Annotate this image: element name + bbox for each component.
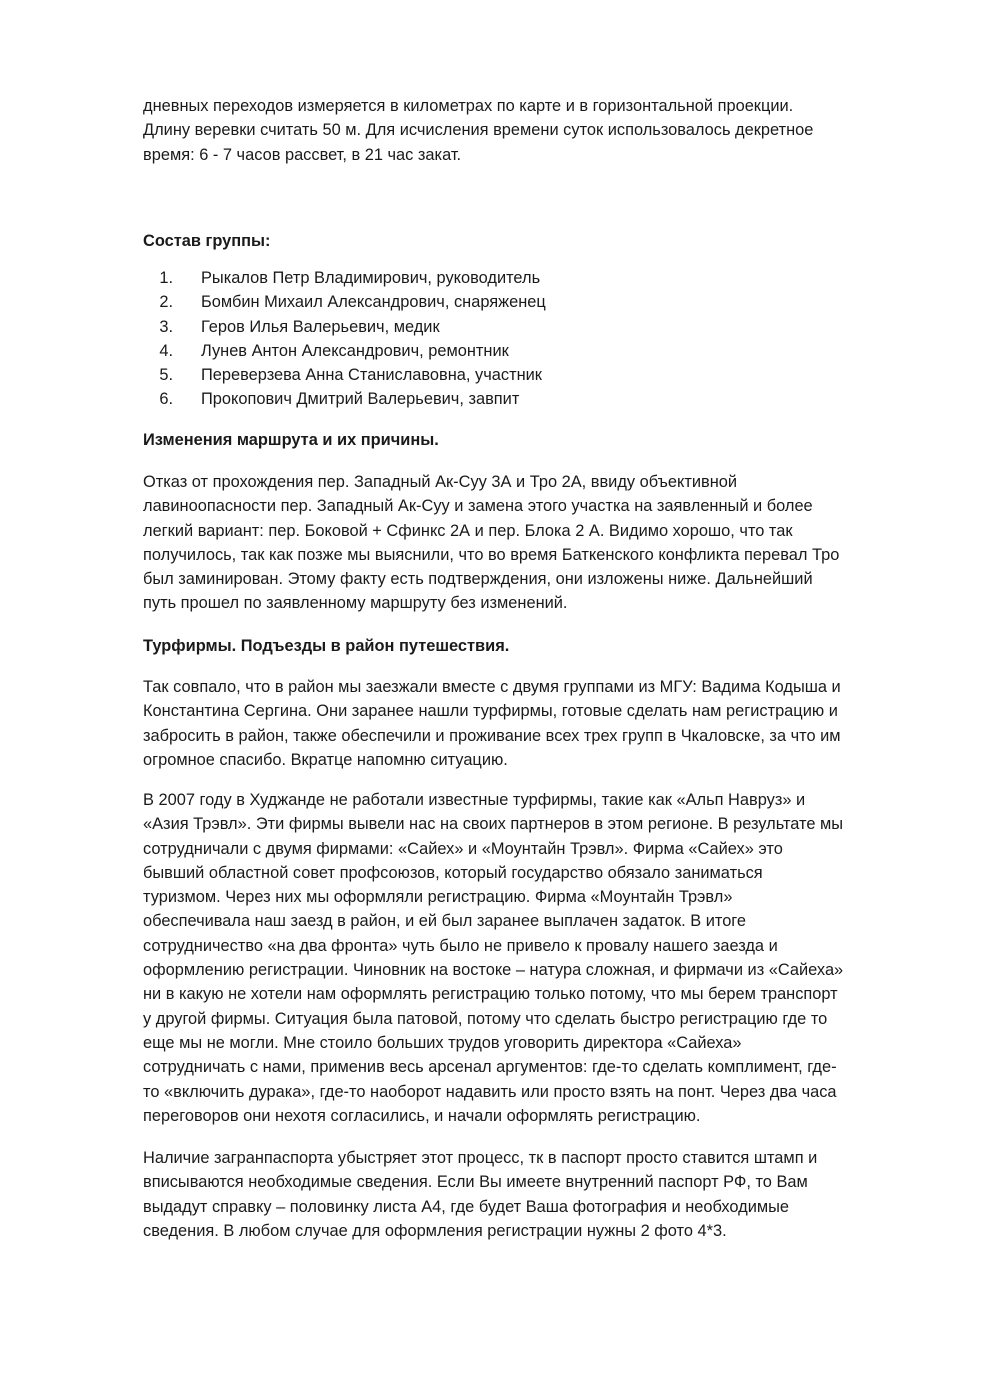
agencies-heading: Турфирмы. Подъезды в район путешествия. <box>143 637 510 655</box>
text-line: время: 6 - 7 часов рассвет, в 21 час закат. <box>143 145 462 164</box>
text-line: В 2007 году в Худжанде не работали известные турфирмы, такие как «Альп Навруз» и <box>143 791 806 809</box>
member-text: Прокопович Дмитрий Валерьевич, завпит <box>201 390 520 409</box>
text-line: огромное спасибо. Вкратце напомню ситуацию. <box>143 750 508 769</box>
list-item <box>143 315 546 339</box>
member-text: Переверзева Анна Станиславовна, участник <box>201 366 542 385</box>
text-line: бывший областной совет профсоюзов, который государство обязало заниматься <box>143 863 763 882</box>
intro-paragraph <box>143 94 933 167</box>
text-line: еще мы не могли. Мне стоило больших трудов уговорить директора «Сайеха» <box>143 1033 742 1052</box>
text-line: сотрудничество «на два фронта» чуть было не привело к провалу нашего заезда и <box>143 936 778 955</box>
text-line: дневных переходов измеряется в километрах по карте и в горизонтальной проекции. <box>143 97 794 115</box>
route-changes-heading: Изменения маршрута и их причины. <box>143 431 439 449</box>
text-line: то «включить дурака», где-то наоборот надавить или просто взять на понт. Через два часа <box>143 1082 837 1101</box>
text-line: оформлению регистрации. Чиновник на востоке – натура сложная, и фирмачи из «Сайеха» <box>143 961 844 980</box>
list-number: 6. <box>159 390 173 409</box>
list-number: 5. <box>159 366 173 385</box>
list-item <box>143 339 546 363</box>
text-line: Наличие загранпаспорта убыстряет этот процесс, тк в паспорт просто ставится штамп и <box>143 1149 818 1167</box>
text-line: сотрудничать с нами, применив весь арсенал аргументов: где-то сделать комплимент, где- <box>143 1058 837 1077</box>
text-line: вписываются необходимые сведения. Если Вы имеете внутренний паспорт РФ, то Вам <box>143 1173 808 1192</box>
list-number: 3. <box>159 317 173 336</box>
text-line: выдадут справку – половинку листа А4, где будет Ваша фотография и необходимые <box>143 1197 790 1216</box>
text-line: забросить в район, также обеспечили и проживание всех трех групп в Чкаловске, за что им <box>143 726 841 745</box>
text-line: обеспечивала наш заезд в район, и ей был заранее выплачен задаток. В итоге <box>143 912 747 931</box>
list-item <box>143 387 546 411</box>
list-item <box>143 290 546 314</box>
text-line: туризмом. Через них мы оформляли регистрацию. Фирма «Моунтайн Трэвл» <box>143 888 733 907</box>
list-number: 4. <box>159 341 173 360</box>
agencies-paragraph-1 <box>143 675 933 772</box>
group-member-list <box>143 266 546 412</box>
member-text: Бомбин Михаил Александрович, снаряженец <box>201 293 546 312</box>
list-number: 2. <box>159 293 173 312</box>
member-text: Лунев Антон Александрович, ремонтник <box>201 341 509 360</box>
text-line: Константина Сергина. Они заранее нашли турфирмы, готовые сделать нам регистрацию и <box>143 702 838 721</box>
text-line: «Азия Трэвл». Эти фирмы вывели нас на своих партнеров в этом регионе. В результате мы <box>143 815 844 834</box>
text-line: Длину веревки считать 50 м. Для исчисления времени суток использовалось декретное <box>143 121 814 140</box>
text-line: лавиноопасности пер. Западный Ак-Суу и замена этого участка на заявленный и более <box>143 497 813 516</box>
text-line: Так совпало, что в район мы заезжали вместе с двумя группами из МГУ: Вадима Кодыша и <box>143 678 841 696</box>
text-line: Отказ от прохождения пер. Западный Ак-Суу 3А и Тро 2А, ввиду объективной <box>143 473 738 491</box>
text-line: легкий вариант: пер. Боковой + Сфинкс 2А и пер. Блока 2 А. Видимо хорошо, что так <box>143 521 793 540</box>
list-item <box>143 266 546 290</box>
member-text: Геров Илья Валерьевич, медик <box>201 317 440 336</box>
list-item <box>143 363 546 387</box>
route-changes-paragraph <box>143 470 933 616</box>
text-line: сведения. В любом случае для оформления регистрации нужны 2 фото 4*3. <box>143 1221 727 1240</box>
list-number: 1. <box>159 269 173 287</box>
member-text: Рыкалов Петр Владимирович, руководитель <box>201 269 541 287</box>
agencies-paragraph-3 <box>143 1146 933 1243</box>
text-line: сотрудничали с двумя фирмами: «Сайех» и «Моунтайн Трэвл». Фирма «Сайех» это <box>143 839 783 858</box>
group-heading: Состав группы: <box>143 232 271 250</box>
text-line: путь прошел по заявленному маршруту без изменений. <box>143 594 568 613</box>
text-line: у другой фирмы. Ситуация была патовой, потому что сделать быстро регистрацию где то <box>143 1009 828 1028</box>
agencies-paragraph-2 <box>143 788 933 1128</box>
text-line: переговоров они нехотя согласились, и начали оформлять регистрацию. <box>143 1106 701 1125</box>
text-line: ни в какую не хотели нам оформлять регистрацию только потому, что мы берем транспорт <box>143 985 838 1004</box>
text-line: был заминирован. Этому факту есть подтверждения, они изложены ниже. Дальнейший <box>143 570 813 589</box>
text-line: получилось, так как позже мы выяснили, что во время Баткенского конфликта перевал Тро <box>143 545 840 564</box>
